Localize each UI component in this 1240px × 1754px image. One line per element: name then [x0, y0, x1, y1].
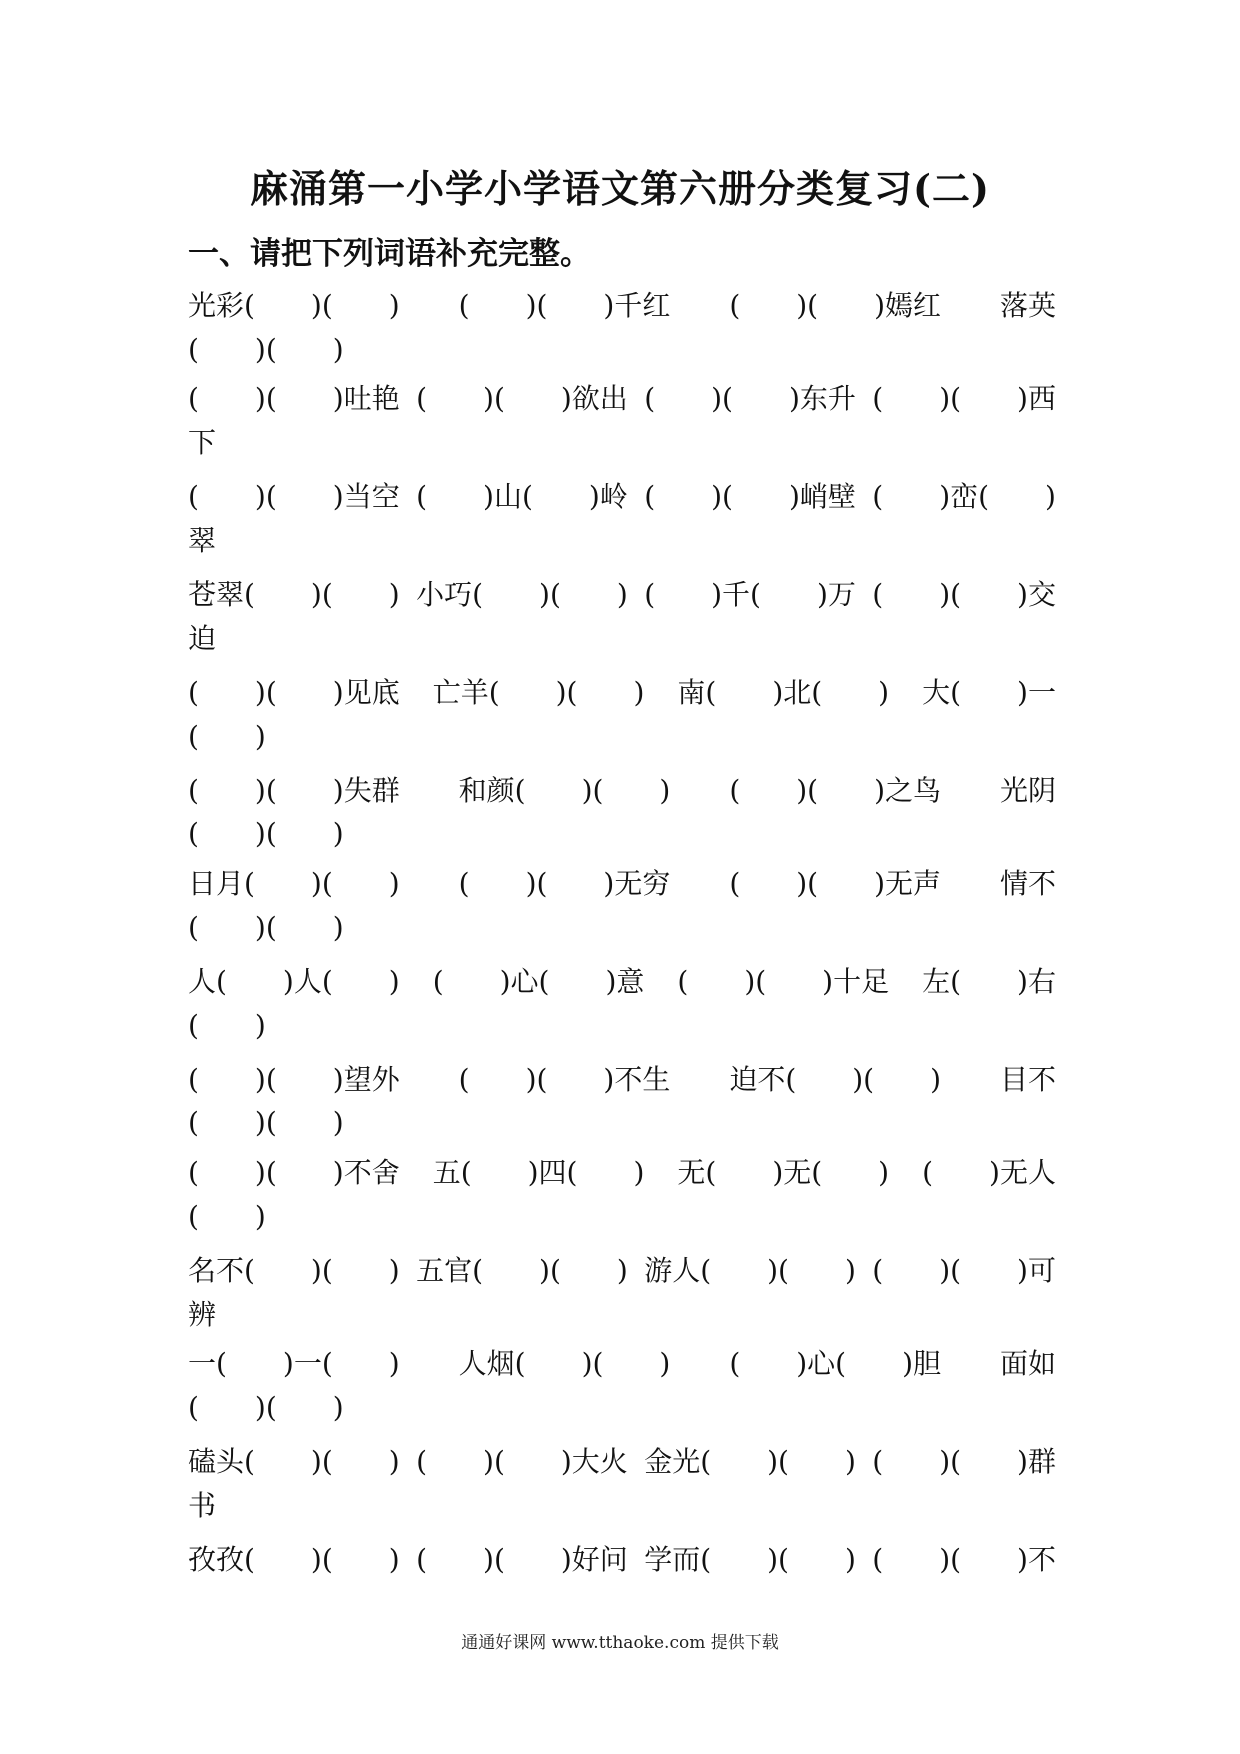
idiom-blank: 日月( )( ) [188, 867, 400, 900]
page-title: 麻涌第一小学小学语文第六册分类复习(二) [250, 166, 990, 211]
idiom-blank: 目不 [999, 1063, 1056, 1096]
idiom-blank: 面如 [999, 1347, 1056, 1380]
exercise-line-wrap [188, 421, 1056, 461]
idiom-blank: ( )( ) [188, 817, 344, 850]
exercise-line-wrap [188, 617, 1056, 657]
exercise-line [188, 284, 1056, 324]
idiom-blank: ( )( )见底 [188, 676, 400, 709]
idiom-blank: 辨 [188, 1298, 217, 1331]
idiom-blank: ( )( )望外 [188, 1063, 400, 1096]
exercise-line [188, 377, 1056, 417]
exercise-line [188, 1342, 1056, 1382]
exercise-line [188, 862, 1056, 902]
exercise-line-wrap [188, 906, 1056, 946]
idiom-blank: 亡羊( )( ) [432, 676, 645, 709]
idiom-blank: ( )( )无声 [729, 867, 942, 900]
idiom-blank: 人( )人( ) [188, 965, 400, 998]
idiom-blank: ( )( )嫣红 [729, 289, 942, 322]
exercise-line-wrap [188, 1484, 1056, 1524]
idiom-blank: ( )( )当空 [188, 480, 400, 513]
exercise-line [188, 475, 1056, 515]
exercise-line [188, 1249, 1056, 1289]
exercise-line-wrap [188, 1004, 1056, 1044]
idiom-blank: 情不 [999, 867, 1056, 900]
exercise-line-wrap [188, 812, 1056, 852]
idiom-blank: ( )( )无穷 [458, 867, 671, 900]
idiom-blank: ( )( )不舍 [188, 1156, 400, 1189]
exercise-line [188, 960, 1056, 1000]
idiom-blank: 五( )四( ) [432, 1156, 645, 1189]
idiom-blank: ( )( )好问 [416, 1543, 628, 1576]
idiom-blank: ( )无人 [922, 1156, 1056, 1189]
idiom-blank: 苍翠( )( ) [188, 578, 400, 611]
exercise-line-wrap [188, 1101, 1056, 1141]
idiom-blank: ( )( ) [188, 1106, 344, 1139]
exercise-line-wrap [188, 328, 1056, 368]
idiom-blank: ( )( )群 [872, 1445, 1056, 1478]
idiom-blank: 南( )北( ) [677, 676, 890, 709]
idiom-blank: ( ) [188, 720, 266, 753]
exercise-line [188, 1440, 1056, 1480]
idiom-blank: ( )( )可 [872, 1254, 1056, 1287]
idiom-blank: 书 [188, 1489, 217, 1522]
idiom-blank: ( )( )不 [872, 1543, 1056, 1576]
idiom-blank: 落英 [999, 289, 1056, 322]
idiom-blank: ( )( ) [188, 911, 344, 944]
idiom-blank: ( )( )交 [872, 578, 1056, 611]
exercise-line [188, 1151, 1056, 1191]
idiom-blank: 小巧( )( ) [416, 578, 628, 611]
exercise-line-wrap [188, 715, 1056, 755]
exercise-line-wrap [188, 1293, 1056, 1333]
idiom-blank: 名不( )( ) [188, 1254, 400, 1287]
idiom-blank: 金光( )( ) [644, 1445, 856, 1478]
idiom-blank: 左( )右 [922, 965, 1056, 998]
idiom-blank: ( )( )西 [872, 382, 1056, 415]
idiom-blank: ( )( )吐艳 [188, 382, 400, 415]
idiom-blank: ( )( )十足 [677, 965, 890, 998]
footer-credit: 通通好课网 www.tthaoke.com 提供下载 [461, 1633, 779, 1653]
idiom-blank: ( )( ) [188, 1391, 344, 1424]
idiom-blank: 无( )无( ) [677, 1156, 890, 1189]
exercise-line-wrap [188, 1195, 1056, 1235]
idiom-blank: 光阴 [999, 774, 1056, 807]
idiom-blank: ( )( ) [188, 333, 344, 366]
idiom-blank: 大( )一 [922, 676, 1056, 709]
idiom-blank: ( )千( )万 [644, 578, 856, 611]
idiom-blank: 五官( )( ) [416, 1254, 628, 1287]
idiom-blank: ( ) [188, 1200, 266, 1233]
exercise-line [188, 769, 1056, 809]
idiom-blank: ( )( )不生 [458, 1063, 671, 1096]
idiom-blank: ( )峦( ) [872, 480, 1056, 513]
idiom-blank: ( )( )之鸟 [729, 774, 942, 807]
exercise-line [188, 573, 1056, 613]
idiom-blank: 学而( )( ) [644, 1543, 856, 1576]
idiom-blank: 一( )一( ) [188, 1347, 400, 1380]
idiom-blank: ( )( )失群 [188, 774, 400, 807]
idiom-blank: ( )心( )胆 [729, 1347, 942, 1380]
idiom-blank: ( )( )峭壁 [644, 480, 856, 513]
idiom-blank: 翠 [188, 524, 217, 557]
exercise-line [188, 671, 1056, 711]
section-heading: 一、请把下列词语补充完整。 [188, 236, 591, 272]
idiom-blank: ( )( )欲出 [416, 382, 628, 415]
idiom-blank: 人烟( )( ) [458, 1347, 671, 1380]
idiom-blank: 游人( )( ) [644, 1254, 856, 1287]
exercise-line-wrap [188, 1386, 1056, 1426]
exercise-line [188, 1058, 1056, 1098]
exercise-line [188, 1538, 1056, 1578]
idiom-blank: 光彩( )( ) [188, 289, 400, 322]
idiom-blank: ( )( )东升 [644, 382, 856, 415]
idiom-blank: ( )( )大火 [416, 1445, 628, 1478]
idiom-blank: ( )山( )岭 [416, 480, 628, 513]
idiom-blank: 迫 [188, 622, 217, 655]
idiom-blank: 下 [188, 426, 217, 459]
idiom-blank: 和颜( )( ) [458, 774, 671, 807]
idiom-blank: ( ) [188, 1009, 266, 1042]
idiom-blank: ( )心( )意 [432, 965, 645, 998]
exercise-line-wrap [188, 519, 1056, 559]
idiom-blank: 孜孜( )( ) [188, 1543, 400, 1576]
idiom-blank: ( )( )千红 [458, 289, 671, 322]
idiom-blank: 磕头( )( ) [188, 1445, 400, 1478]
idiom-blank: 迫不( )( ) [729, 1063, 942, 1096]
